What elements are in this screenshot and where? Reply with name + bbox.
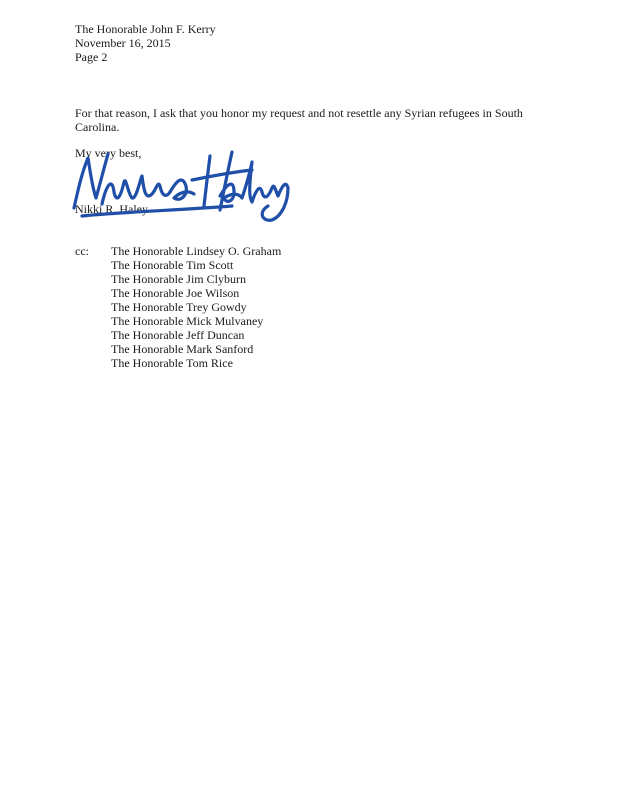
cc-recipient: The Honorable Mark Sanford (111, 342, 254, 356)
cc-recipient: The Honorable Tim Scott (111, 258, 234, 272)
cc-recipient: The Honorable Tom Rice (111, 356, 233, 370)
cc-recipient: The Honorable Joe Wilson (111, 286, 240, 300)
cc-recipient: The Honorable Mick Mulvaney (111, 314, 264, 328)
recipient-name: The Honorable John F. Kerry (75, 22, 216, 36)
body-paragraph: For that reason, I ask that you honor my request and not resettle any Syrian refugees in South Carolina. (75, 106, 523, 134)
cc-label: cc: (75, 244, 89, 258)
page-number: Page 2 (75, 50, 108, 64)
letter-date: November 16, 2015 (75, 36, 171, 50)
handwritten-signature (62, 146, 302, 226)
cc-recipient: The Honorable Jeff Duncan (111, 328, 245, 342)
letter-header (75, 22, 216, 64)
cc-recipient-list (111, 244, 281, 370)
cc-recipient: The Honorable Jim Clyburn (111, 272, 246, 286)
cc-recipient: The Honorable Lindsey O. Graham (111, 244, 282, 258)
cc-recipient: The Honorable Trey Gowdy (111, 300, 247, 314)
closing-line: My very best, (75, 146, 142, 160)
signer-name: Nikki R. Haley (75, 202, 148, 216)
